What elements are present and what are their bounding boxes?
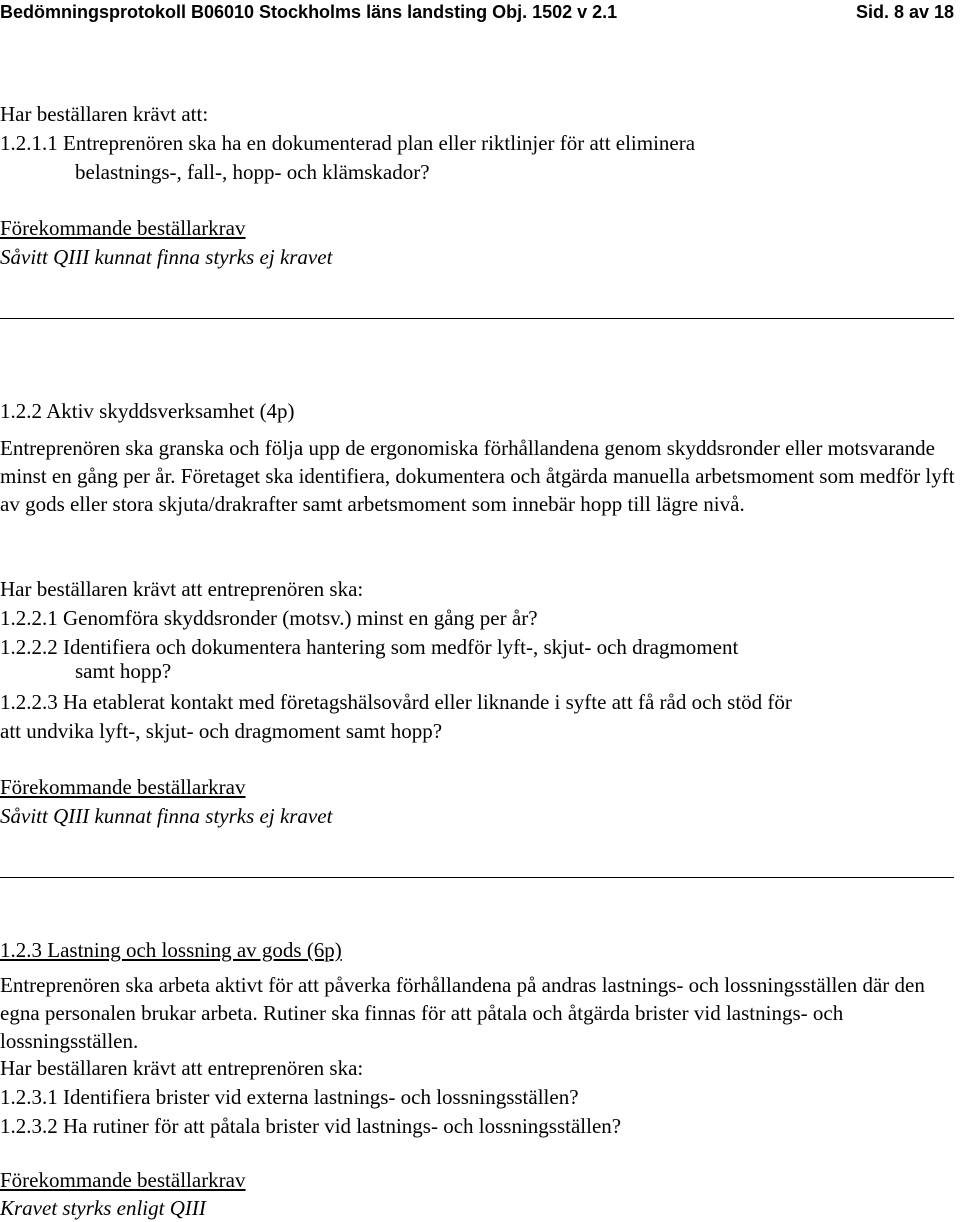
requirement-value: Såvitt QIII kunnat finna styrks ej kravet <box>0 245 333 269</box>
section-divider <box>0 318 954 319</box>
question-1-2-3-2: 1.2.3.2 Ha rutiner för att påtala brister vid lastnings- och lossningsställen? <box>0 1114 622 1138</box>
page-number: Sid. 8 av 18 <box>855 2 954 22</box>
requirement-value: Såvitt QIII kunnat finna styrks ej kravet <box>0 804 333 828</box>
question-1-2-2-2-line1: 1.2.2.2 Identifiera och dokumentera hantering som medför lyft-, skjut- och dragmoment <box>0 635 739 659</box>
question-1-2-2-3-line2: att undvika lyft-, skjut- och dragmoment samt hopp? <box>0 719 443 743</box>
requirement-label: Förekommande beställarkrav <box>0 775 246 799</box>
question-1-2-2-3-line1: 1.2.2.3 Ha etablerat kontakt med företagshälsovård eller liknande i syfte att få råd och stöd för <box>0 690 792 714</box>
section-1-2-2-heading: 1.2.2 Aktiv skyddsverksamhet (4p) <box>0 399 295 423</box>
requirement-label: Förekommande beställarkrav <box>0 1168 246 1192</box>
question-1-2-3-1: 1.2.3.1 Identifiera brister vid externa lastnings- och lossningsställen? <box>0 1085 579 1109</box>
section-divider <box>0 877 954 878</box>
requirement-value: Kravet styrks enligt QIII <box>0 1196 206 1220</box>
section-1-2-2-intro: Har beställaren krävt att entreprenören ska: <box>0 577 364 601</box>
section-1-2-1-intro: Har beställaren krävt att: <box>0 102 209 126</box>
requirement-label: Förekommande beställarkrav <box>0 216 246 240</box>
question-1-2-2-1: 1.2.2.1 Genomföra skyddsronder (motsv.) minst en gång per år? <box>0 606 538 630</box>
page-header <box>0 0 954 28</box>
section-1-2-3-heading: 1.2.3 Lastning och lossning av gods (6p) <box>0 938 342 962</box>
section-1-2-3-paragraph: Entreprenören ska arbeta aktivt för att påverka förhållandena på andras lastnings- och lossningsställen där den egna personalen brukar arbeta. Rutiner ska finnas för att påtala och åtgärda brister vid lastnings- och lossningsställen. <box>0 973 925 1053</box>
section-1-2-3-intro: Har beställaren krävt att entreprenören ska: <box>0 1056 364 1080</box>
question-1-2-1-1-line2: belastnings-, fall-, hopp- och klämskador? <box>75 160 430 184</box>
question-1-2-2-2-line2: samt hopp? <box>75 659 172 683</box>
document-title: Bedömningsprotokoll B06010 Stockholms läns landsting Obj. 1502 v 2.1 <box>0 2 618 22</box>
section-1-2-2-paragraph: Entreprenören ska granska och följa upp de ergonomiska förhållandena genom skyddsronder eller motsvarande minst en gång per år. Företaget ska identifiera, dokumentera och åtgärda manuella arbetsmoment som medför lyft av gods eller stora skjuta/drakrafter samt arbetsmoment som innebär hopp till lägre nivå. <box>0 436 955 516</box>
question-1-2-1-1-line1: 1.2.1.1 Entreprenören ska ha en dokumenterad plan eller riktlinjer för att eliminera <box>0 131 696 155</box>
